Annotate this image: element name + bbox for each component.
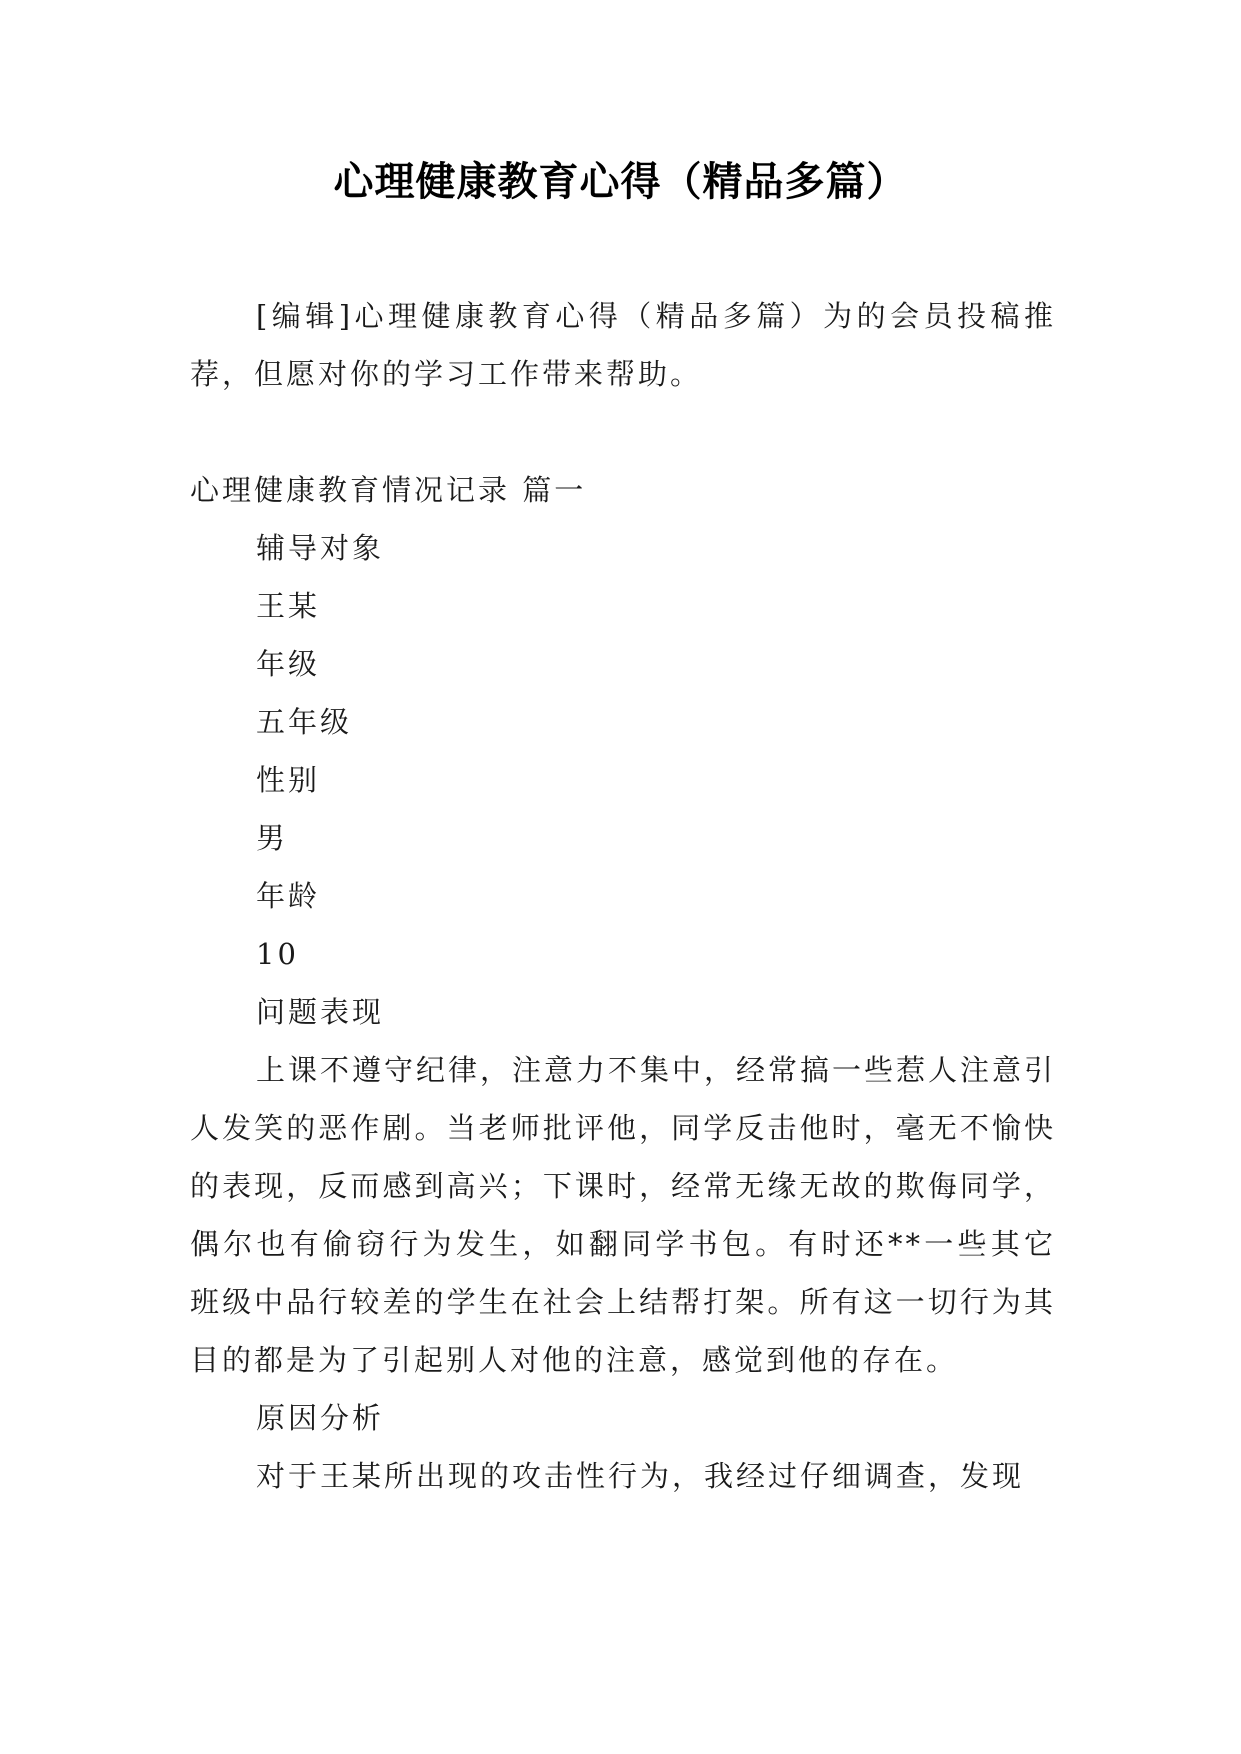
record-value-grade: 五年级: [256, 705, 353, 739]
record-value-age: 10: [256, 937, 299, 971]
document-title: 心理健康教育心得（精品多篇）: [333, 159, 908, 205]
record-label-gender: 性别: [256, 763, 321, 797]
intro-paragraph: [编辑]心理健康教育心得（精品多篇）为的会员投稿推荐，但愿对你的学习工作带来帮助。: [190, 299, 1056, 391]
record-label-grade: 年级: [256, 647, 321, 681]
record-value-gender: 男: [256, 821, 289, 855]
record-label-subject: 辅导对象: [256, 531, 385, 565]
record-label-problem: 问题表现: [256, 995, 385, 1029]
document-body: [190, 287, 1056, 1505]
section-heading: 心理健康教育情况记录 篇一: [190, 473, 587, 507]
record-value-subject: 王某: [256, 589, 321, 623]
paragraph-spacer: [190, 403, 1056, 461]
cause-label: 原因分析: [256, 1401, 385, 1435]
cause-paragraph: 对于王某所出现的攻击性行为，我经过仔细调查，发现: [256, 1459, 1025, 1493]
record-label-age: 年龄: [256, 879, 321, 913]
problem-paragraph: 上课不遵守纪律，注意力不集中，经常搞一些惹人注意引人发笑的恶作剧。当老师批评他，同学反击他时，毫无不愉快的表现，反而感到高兴；下课时，经常无缘无故的欺侮同学，偶尔也有偷窃行为发生，如翻同学书包。有时还**一些其它班级中品行较差的学生在社会上结帮打架。所有这一切行为其目的都是为了引起别人对他的注意，感觉到他的存在。: [190, 1053, 1057, 1377]
